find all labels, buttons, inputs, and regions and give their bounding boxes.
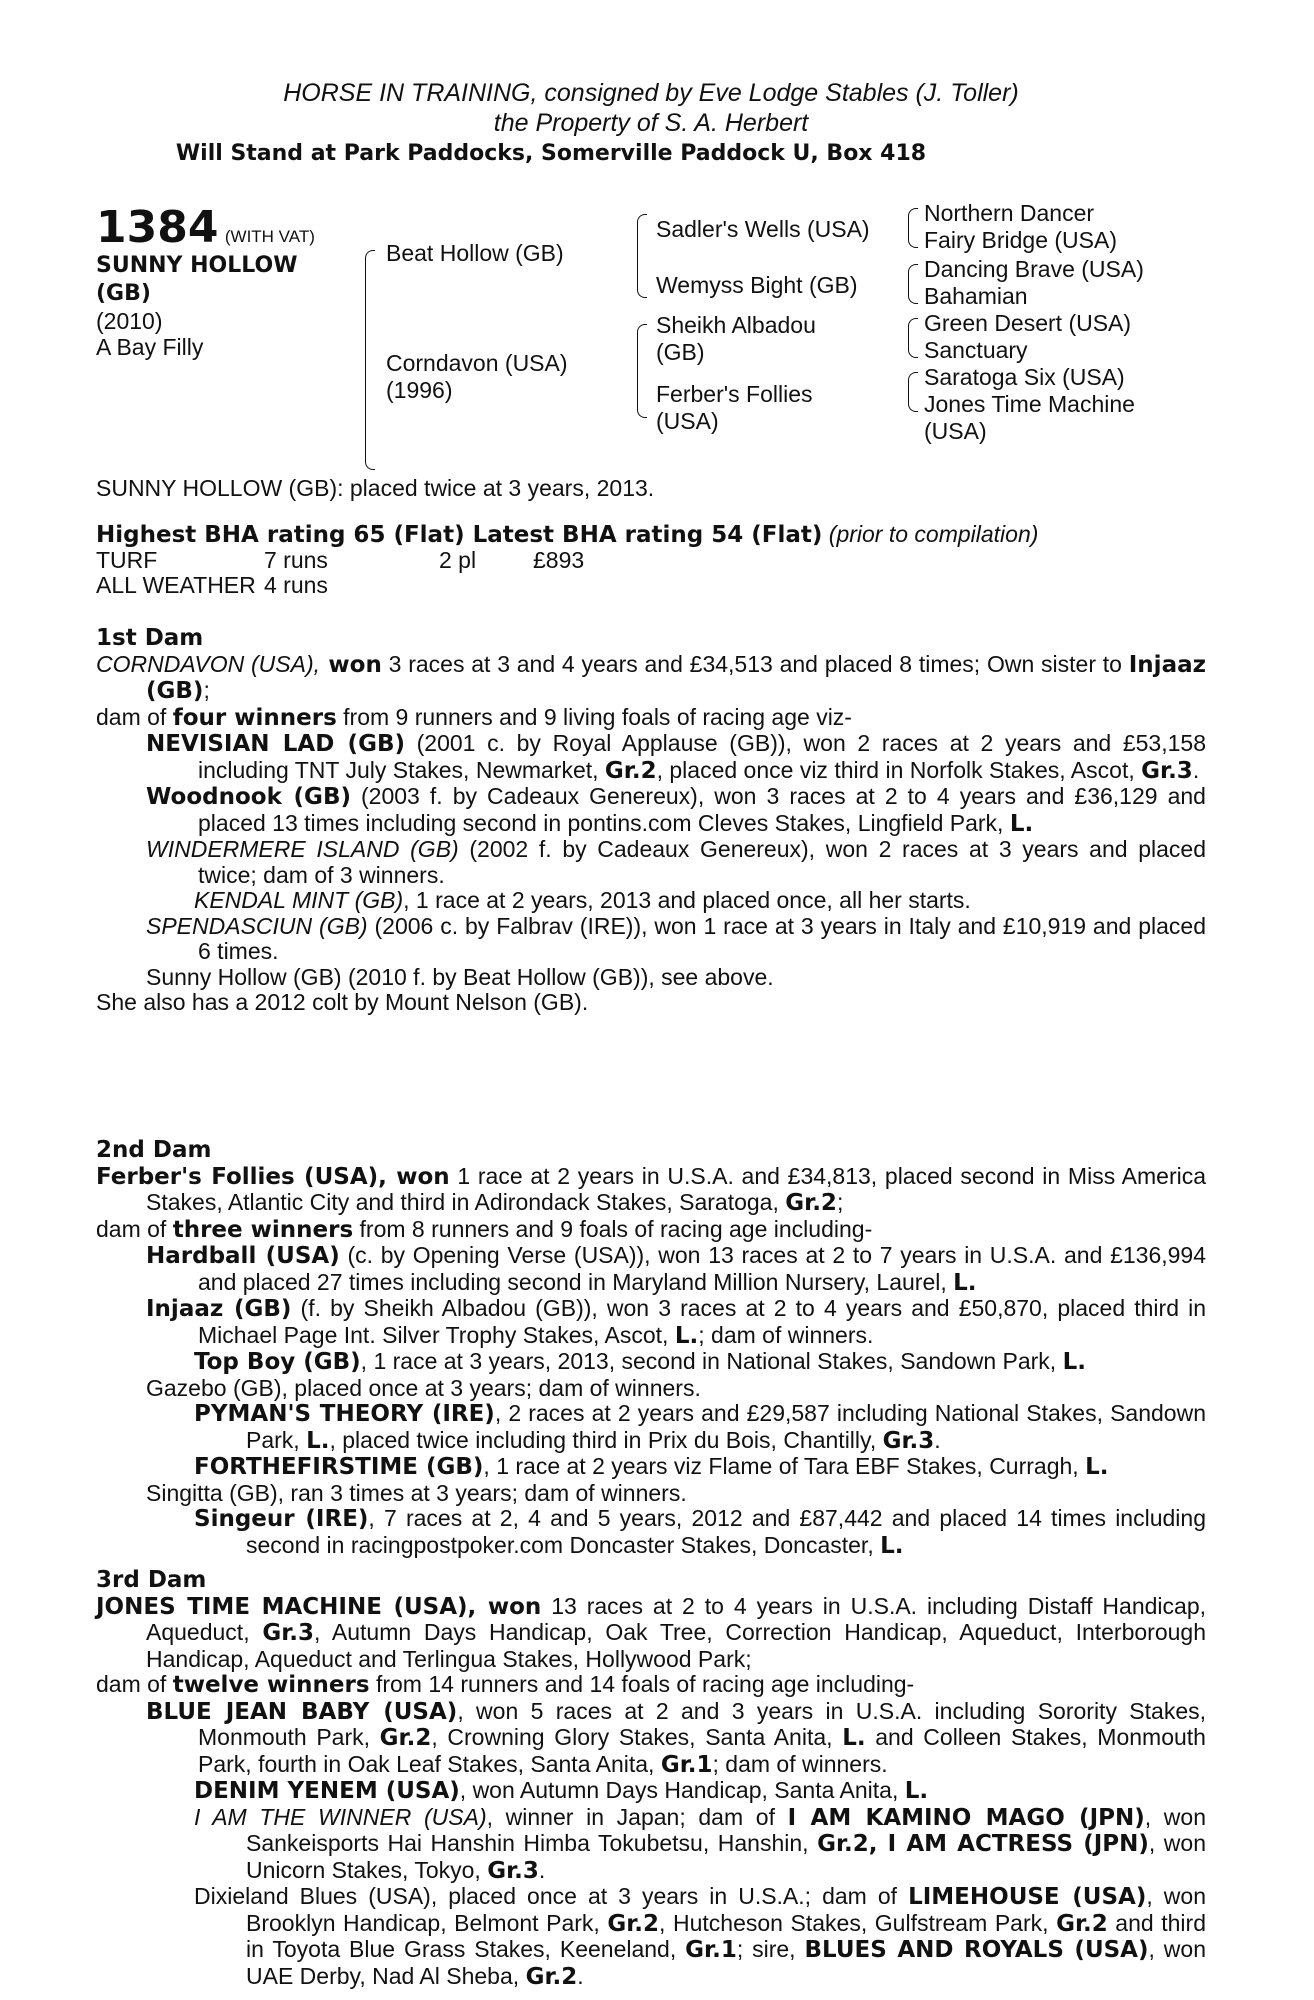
pedigree-sire-sire: Sadler's Wells (USA) [656,216,870,242]
pedigree-ddd: Jones Time Machine [924,391,1135,417]
section-heading: 2nd Dam [96,1137,212,1163]
section-heading: 1st Dam [96,625,204,651]
lot-block [96,204,356,360]
pedigree-brace [637,324,647,418]
pedigree-dam: Corndavon (USA) [386,350,568,376]
produce-entry: Sunny Hollow (GB) (2010 f. by Beat Hollow (GB)), see above. [146,963,774,990]
produce-entry: NEVISIAN LAD (GB) (2001 c. by Royal Applause (GB)), won 2 races at 2 years and £53,158 including TNT July Stakes, Newmarket, Gr.2, placed once viz third in Norfolk Stakes, Ascot, Gr.3. [146,730,1206,784]
pedigree-brace [908,318,918,358]
dam-produce-summary: dam of four winners from 9 runners and 9 living foals of racing age viz- [96,703,852,731]
stat-surface: ALL WEATHER [96,572,256,598]
pedigree-dsd: Sanctuary [924,337,1028,363]
third-dam-section [96,1568,1206,1990]
horse-year: (2010) [96,308,163,334]
produce-entry: BLUE JEAN BABY (USA), won 5 races at 2 and 3 years in U.S.A. including Sorority Stakes, Monmouth Park, Gr.2, Crowning Glory Stakes, Santa Anita, L. and Colleen Stakes, Monmouth Park, fourth in Oak Leaf Stakes, Santa Anita, Gr.1; dam of winners. [146,1697,1206,1778]
pedigree-ssd: Fairy Bridge (USA) [924,227,1117,253]
header-property: the Property of S. A. Herbert [493,109,809,137]
dam-paragraph: CORNDAVON (USA), won 3 races at 3 and 4 years and £34,513 and placed 8 times; Own sister to Injaaz (GB); [96,650,1206,704]
rating-line [96,522,1206,549]
rating-note: (prior to compilation) [828,521,1039,547]
vat-label: (WITH VAT) [224,227,315,246]
produce-entry: DENIM YENEM (USA), won Autumn Days Handicap, Santa Anita, L. [194,1777,929,1804]
pedigree-brace [637,214,647,298]
lot-number: 1384 [96,202,219,253]
pedigree-dds: Saratoga Six (USA) [924,364,1125,390]
section-heading: 3rd Dam [96,1567,207,1593]
dam-paragraph: Ferber's Follies (USA), won 1 race at 2 years in U.S.A. and £34,813, placed second in Miss America Stakes, Atlantic City and third in Adirondack Stakes, Saratoga, Gr.2; [96,1162,1207,1216]
produce-entry: SPENDASCIUN (GB) (2006 c. by Falbrav (IRE)), won 1 race at 3 years in Italy and £10,919 and placed 6 times. [146,912,1206,964]
second-dam-section [96,1138,1206,1559]
pedigree-sire-dam: Wemyss Bight (GB) [656,272,858,298]
pedigree-dam-year: (1996) [386,377,453,403]
stat-prize: £893 [533,547,585,573]
pedigree-sds: Dancing Brave (USA) [924,256,1144,282]
stat-runs: 4 runs [264,572,328,598]
produce-entry: Singeur (IRE), 7 races at 2, 4 and 5 years, 2012 and £87,442 and placed 14 times including second in racingpostpoker.com Doncaster Stakes, Doncaster, L. [194,1505,1206,1559]
produce-entry: Hardball (USA) (c. by Opening Verse (USA)), won 13 races at 2 to 7 years in U.S.A. and £136,994 and placed 27 times including second in Maryland Million Nursery, Laurel, L. [146,1242,1207,1296]
pedigree-dam-dam: Ferber's Follies [656,381,813,407]
produce-entry: FORTHEFIRSTIME (GB), 1 race at 2 years viz Flame of Tara EBF Stakes, Curragh, L. [194,1453,1109,1480]
pedigree-dam-dam-country: (USA) [656,408,719,434]
first-dam-section [96,626,1206,1016]
header-consignor: HORSE IN TRAINING, consigned by Eve Lodge Stables (J. Toller) [283,79,1019,107]
produce-entry: I AM THE WINNER (USA), winner in Japan; dam of I AM KAMINO MAGO (JPN), won Sankeisports Hai Hanshin Himba Tokubetsu, Hanshin, Gr.2, I AM ACTRESS (JPN), won Unicorn Stakes, Tokyo, Gr.3. [194,1803,1207,1884]
pedigree-ddd-country: (USA) [924,418,987,444]
pedigree-brace [908,264,918,304]
table-row [96,548,1206,573]
stat-runs: 7 runs [264,547,328,573]
stat-placed [439,573,533,598]
rating-bold: Highest BHA rating 65 (Flat) Latest BHA rating 54 (Flat) [96,522,823,548]
pedigree-dss: Green Desert (USA) [924,310,1132,336]
stat-prize [533,573,1206,598]
dam-paragraph: JONES TIME MACHINE (USA), won 13 races at 2 to 4 years in U.S.A. including Distaff Handicap, Aqueduct, Gr.3, Autumn Days Handicap, Oak Tree, Correction Handicap, Aqueduct, Interborough Handicap, Aqueduct and Terlingua Stakes, Hollywood Park; [96,1592,1206,1672]
produce-entry: Injaaz (GB) (f. by Sheikh Albadou (GB)), won 3 races at 2 to 4 years and £50,870, placed third in Michael Page Int. Silver Trophy Stakes, Ascot, L.; dam of winners. [146,1295,1207,1349]
produce-entry: Gazebo (GB), placed once at 3 years; dam of winners. [146,1374,701,1401]
produce-entry: PYMAN'S THEORY (IRE), 2 races at 2 years and £29,587 including National Stakes, Sandown Park, L., placed twice including third in Prix du Bois, Chantilly, Gr.3. [194,1400,1206,1454]
produce-entry: Singitta (GB), ran 3 times at 3 years; dam of winners. [146,1479,687,1506]
produce-note: She also has a 2012 colt by Mount Nelson (GB). [96,989,589,1015]
header-location: Will Stand at Park Paddocks, Somerville Paddock U, Box 418 [175,141,927,166]
pedigree-sdd: Bahamian [924,283,1028,309]
pedigree-sss: Northern Dancer [924,200,1095,226]
table-row [96,573,1206,598]
race-record-table [96,548,1206,598]
dam-produce-summary: dam of twelve winners from 14 runners and 14 foals of racing age including- [96,1671,915,1698]
horse-description: A Bay Filly [96,334,204,360]
pedigree-brace [908,372,918,412]
horse-name: SUNNY HOLLOW [96,253,298,278]
pedigree-dam-sire-country: (GB) [656,339,705,365]
race-summary: SUNNY HOLLOW (GB): placed twice at 3 years, 2013. [96,475,655,501]
dam-produce-summary: dam of three winners from 8 runners and 9 foals of racing age including- [96,1215,873,1243]
produce-entry: Top Boy (GB), 1 race at 3 years, 2013, second in National Stakes, Sandown Park, L. [194,1348,1086,1375]
pedigree-brace [908,208,918,248]
catalogue-page [96,78,1207,1990]
produce-entry: Dixieland Blues (USA), placed once at 3 years in U.S.A.; dam of LIMEHOUSE (USA), won Brooklyn Handicap, Belmont Park, Gr.2, Hutcheson Stakes, Gulfstream Park, Gr.2 and third in Toyota Blue Grass Stakes, Keeneland, Gr.1; sire, BLUES AND ROYALS (USA), won UAE Derby, Nad Al Sheba, Gr.2. [194,1883,1206,1990]
pedigree-sire: Beat Hollow (GB) [386,240,564,266]
pedigree-brace [365,250,375,470]
produce-entry: KENDAL MINT (GB), 1 race at 2 years, 2013 and placed once, all her starts. [194,887,971,913]
pedigree-dam-sire: Sheikh Albadou [656,312,816,338]
stat-placed: 2 pl [439,547,477,573]
produce-entry: WINDERMERE ISLAND (GB) (2002 f. by Cadeaux Genereux), won 2 races at 3 years and placed twice; dam of 3 winners. [146,836,1207,888]
horse-country: (GB) [96,281,151,306]
stat-surface: TURF [96,547,158,573]
produce-entry: Woodnook (GB) (2003 f. by Cadeaux Genereux), won 3 races at 2 to 4 years and £36,129 and placed 13 times including second in pontins.com Cleves Stakes, Lingfield Park, L. [146,783,1206,837]
